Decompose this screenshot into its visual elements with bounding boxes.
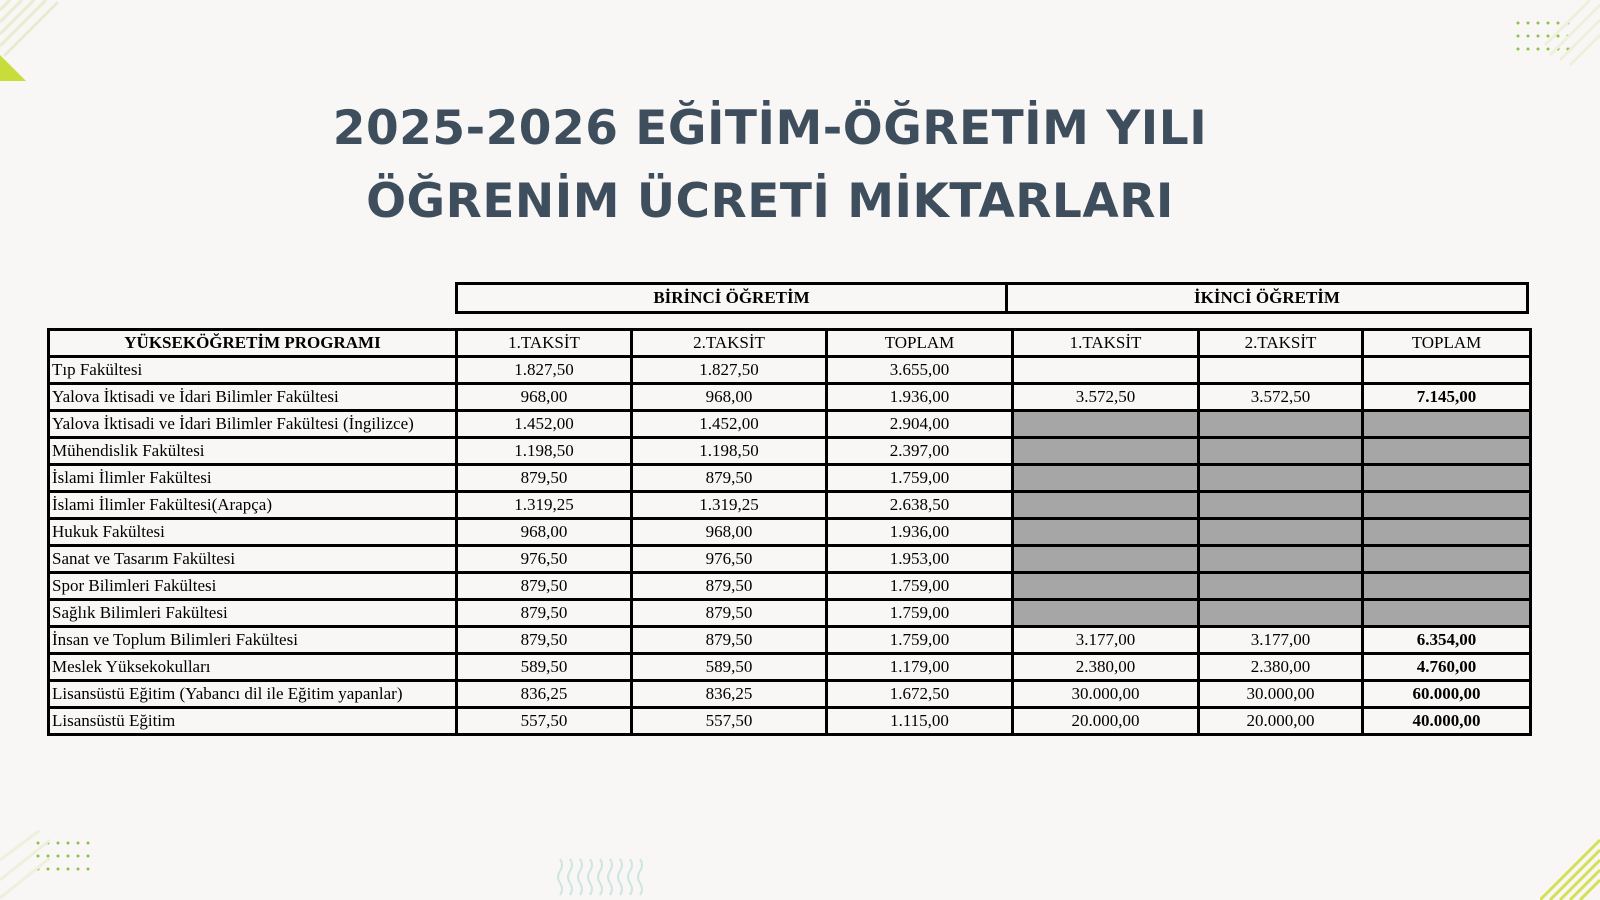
- second-second-installment-cell: [1199, 438, 1363, 465]
- second-total-cell: [1363, 600, 1531, 627]
- second-total-cell: 4.760,00: [1363, 654, 1531, 681]
- second-installment-cell: 976,50: [632, 546, 827, 573]
- program-name-cell: Tıp Fakültesi: [49, 357, 457, 384]
- second-total-cell: [1363, 411, 1531, 438]
- column-header-row: [49, 330, 1531, 357]
- second-first-installment-cell: [1013, 600, 1199, 627]
- second-installment-cell: 1.198,50: [632, 438, 827, 465]
- second-second-installment-cell: [1199, 573, 1363, 600]
- triangle-icon: [0, 55, 28, 83]
- second-installment-cell: 879,50: [632, 627, 827, 654]
- table-row: [49, 465, 1531, 492]
- table-row: [49, 654, 1531, 681]
- first-installment-cell: 968,00: [457, 519, 632, 546]
- column-header-total-1: TOPLAM: [827, 330, 1013, 357]
- total-cell: 1.936,00: [827, 384, 1013, 411]
- second-first-installment-cell: [1013, 465, 1199, 492]
- first-installment-cell: 557,50: [457, 708, 632, 735]
- title-line-2: ÖĞRENİM ÜCRETİ MİKTARLARI: [366, 174, 1174, 229]
- program-name-cell: Mühendislik Fakültesi: [49, 438, 457, 465]
- first-installment-cell: 836,25: [457, 681, 632, 708]
- title-line-1: 2025-2026 EĞİTİM-ÖĞRETİM YILI: [332, 101, 1208, 156]
- second-total-cell: [1363, 465, 1531, 492]
- corner-stripes-top-right-icon: [1540, 0, 1600, 70]
- total-cell: 1.936,00: [827, 519, 1013, 546]
- second-second-installment-cell: 20.000,00: [1199, 708, 1363, 735]
- second-installment-cell: 836,25: [632, 681, 827, 708]
- second-installment-cell: 1.827,50: [632, 357, 827, 384]
- total-cell: 1.759,00: [827, 573, 1013, 600]
- second-second-installment-cell: [1199, 519, 1363, 546]
- second-first-installment-cell: [1013, 438, 1199, 465]
- program-name-cell: Meslek Yüksekokulları: [49, 654, 457, 681]
- second-first-installment-cell: [1013, 411, 1199, 438]
- total-cell: 1.672,50: [827, 681, 1013, 708]
- column-header-first-installment-2: 1.TAKSİT: [1013, 330, 1199, 357]
- table-row: [49, 438, 1531, 465]
- second-total-cell: [1363, 357, 1531, 384]
- corner-stripes-bottom-right-icon: [1540, 830, 1600, 900]
- second-second-installment-cell: [1199, 411, 1363, 438]
- second-first-installment-cell: 3.572,50: [1013, 384, 1199, 411]
- column-header-program: YÜKSEKÖĞRETİM PROGRAMI: [49, 330, 457, 357]
- second-second-installment-cell: 30.000,00: [1199, 681, 1363, 708]
- table-row: [49, 546, 1531, 573]
- program-name-cell: İslami İlimler Fakültesi(Arapça): [49, 492, 457, 519]
- second-installment-cell: 879,50: [632, 600, 827, 627]
- second-total-cell: [1363, 519, 1531, 546]
- second-first-installment-cell: [1013, 357, 1199, 384]
- second-first-installment-cell: 30.000,00: [1013, 681, 1199, 708]
- second-second-installment-cell: 2.380,00: [1199, 654, 1363, 681]
- second-total-cell: [1363, 492, 1531, 519]
- table-row: [49, 627, 1531, 654]
- second-total-cell: [1363, 573, 1531, 600]
- table-row: [49, 357, 1531, 384]
- first-installment-cell: 879,50: [457, 573, 632, 600]
- second-second-installment-cell: 3.177,00: [1199, 627, 1363, 654]
- table-row: [49, 384, 1531, 411]
- program-name-cell: Yalova İktisadi ve İdari Bilimler Fakültesi: [49, 384, 457, 411]
- corner-stripes-bottom-left-icon: [0, 830, 50, 900]
- table-row: [49, 681, 1531, 708]
- total-cell: 2.904,00: [827, 411, 1013, 438]
- table-row: [49, 519, 1531, 546]
- second-second-installment-cell: [1199, 357, 1363, 384]
- page-title: [0, 92, 1540, 238]
- second-total-cell: 7.145,00: [1363, 384, 1531, 411]
- table-row: [49, 411, 1531, 438]
- table-row: [49, 600, 1531, 627]
- second-first-installment-cell: [1013, 519, 1199, 546]
- second-first-installment-cell: [1013, 546, 1199, 573]
- first-installment-cell: 976,50: [457, 546, 632, 573]
- wave-pattern-icon: [555, 855, 650, 900]
- second-second-installment-cell: [1199, 465, 1363, 492]
- first-installment-cell: 968,00: [457, 384, 632, 411]
- total-cell: 1.115,00: [827, 708, 1013, 735]
- total-cell: 1.953,00: [827, 546, 1013, 573]
- second-installment-cell: 1.452,00: [632, 411, 827, 438]
- second-first-installment-cell: [1013, 492, 1199, 519]
- total-cell: 3.655,00: [827, 357, 1013, 384]
- second-total-cell: 60.000,00: [1363, 681, 1531, 708]
- total-cell: 1.759,00: [827, 465, 1013, 492]
- program-name-cell: İnsan ve Toplum Bilimleri Fakültesi: [49, 627, 457, 654]
- second-second-installment-cell: [1199, 600, 1363, 627]
- second-total-cell: 40.000,00: [1363, 708, 1531, 735]
- second-second-installment-cell: [1199, 546, 1363, 573]
- total-cell: 1.179,00: [827, 654, 1013, 681]
- program-name-cell: Sağlık Bilimleri Fakültesi: [49, 600, 457, 627]
- column-header-total-2: TOPLAM: [1363, 330, 1531, 357]
- second-installment-cell: 879,50: [632, 465, 827, 492]
- total-cell: 2.397,00: [827, 438, 1013, 465]
- second-second-installment-cell: [1199, 492, 1363, 519]
- second-total-cell: 6.354,00: [1363, 627, 1531, 654]
- program-name-cell: Sanat ve Tasarım Fakültesi: [49, 546, 457, 573]
- column-header-second-installment-1: 2.TAKSİT: [632, 330, 827, 357]
- second-installment-cell: 589,50: [632, 654, 827, 681]
- total-cell: 2.638,50: [827, 492, 1013, 519]
- second-installment-cell: 968,00: [632, 384, 827, 411]
- second-first-installment-cell: 3.177,00: [1013, 627, 1199, 654]
- second-installment-cell: 968,00: [632, 519, 827, 546]
- corner-stripes-top-left-icon: [0, 0, 60, 60]
- column-header-second-installment-2: 2.TAKSİT: [1199, 330, 1363, 357]
- program-name-cell: Spor Bilimleri Fakültesi: [49, 573, 457, 600]
- table-row: [49, 708, 1531, 735]
- first-installment-cell: 1.452,00: [457, 411, 632, 438]
- fee-table: [47, 328, 1532, 736]
- program-name-cell: Yalova İktisadi ve İdari Bilimler Fakültesi (İngilizce): [49, 411, 457, 438]
- table-row: [49, 492, 1531, 519]
- second-second-installment-cell: 3.572,50: [1199, 384, 1363, 411]
- first-installment-cell: 879,50: [457, 600, 632, 627]
- group-second-education: İKİNCİ ÖĞRETİM: [1007, 284, 1528, 313]
- second-total-cell: [1363, 438, 1531, 465]
- program-name-cell: Lisansüstü Eğitim (Yabancı dil ile Eğitim yapanlar): [49, 681, 457, 708]
- group-first-education: BİRİNCİ ÖĞRETİM: [457, 284, 1007, 313]
- program-name-cell: Lisansüstü Eğitim: [49, 708, 457, 735]
- second-installment-cell: 557,50: [632, 708, 827, 735]
- table-row: [49, 573, 1531, 600]
- program-name-cell: İslami İlimler Fakültesi: [49, 465, 457, 492]
- first-installment-cell: 879,50: [457, 465, 632, 492]
- second-first-installment-cell: [1013, 573, 1199, 600]
- first-installment-cell: 1.198,50: [457, 438, 632, 465]
- second-first-installment-cell: 20.000,00: [1013, 708, 1199, 735]
- second-installment-cell: 1.319,25: [632, 492, 827, 519]
- first-installment-cell: 1.319,25: [457, 492, 632, 519]
- total-cell: 1.759,00: [827, 600, 1013, 627]
- program-name-cell: Hukuk Fakültesi: [49, 519, 457, 546]
- column-header-first-installment-1: 1.TAKSİT: [457, 330, 632, 357]
- second-first-installment-cell: 2.380,00: [1013, 654, 1199, 681]
- second-installment-cell: 879,50: [632, 573, 827, 600]
- total-cell: 1.759,00: [827, 627, 1013, 654]
- first-installment-cell: 1.827,50: [457, 357, 632, 384]
- first-installment-cell: 879,50: [457, 627, 632, 654]
- group-header-table: [455, 282, 1529, 314]
- first-installment-cell: 589,50: [457, 654, 632, 681]
- second-total-cell: [1363, 546, 1531, 573]
